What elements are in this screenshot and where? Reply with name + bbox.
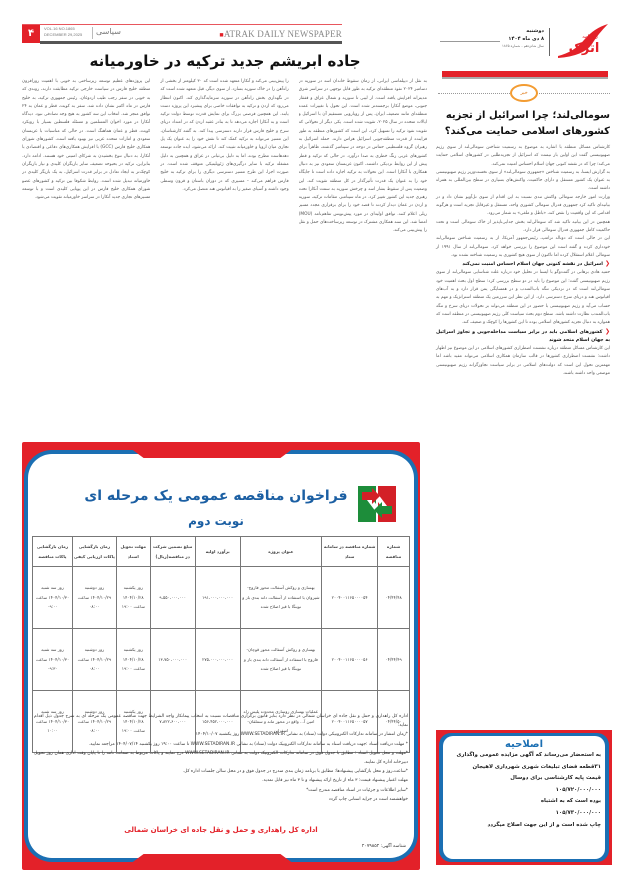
- main-article-body: [22, 78, 427, 418]
- square-bullet-icon: ■: [219, 31, 224, 39]
- article-column: به نقل از دیپلماسی ایرانی، از زمان سقوط خاندان اسد در سوریه در دسامبر ۲۰۲۴ نفوذ منطقه‌ای ترکیه به طور قابل توجهی در سراسر شرق مدیترانه افزایش یافته است. از لیبی تا سوریه و شمال عراق و قفقاز جنوبی، موضع آنکارا برجسته‌تر شده است. این تحول با تغییرات عمده منطقه‌ای مانند تضعیف ایران، پس از رویارویی مستقیم آن با اسرائیل و ایالات متحده در سال ۲۰۲۵، تقویت شده است. یکی دیگر از تحولاتی که تقویت نفوذ ترکیه را تسهیل کرد، این است که کشورهای منطقه به طور فزاینده از قدرت منطقه‌جویی اسرائیل هراس دارند. حمله اسرائیل به رهبران گروه فلسطینی حماس در دوحه در سپتامبر گذشته، ظاهراً برای کشورهای عربی زنگ خطری به صدا درآورد. در حالی که ترکیه و قطر پیش از این روابط نزدیکی داشتند، اکنون عربستان سعودی نیز به دنبال همکاری با آنکارا است. این تحولات به ترکیه اجازه داده است تا جایگاه خود را به عنوان یک قدرت تأثیرگذار در کل منطقه تقویت کند. این وضعیت پس از سقوط بشار اسد و چرخش سوریه به سمت آنکارا تحت رهبری جدید این کشور تغییر کرد. در ماه سپتامبر، مقامات ترکیه، سوریه و اردن در عمان دیدار کردند تا قصد خود را برای برقراری مجدد مسیر ریلی اعلام کنند. توافق اولیه‌ای در مورد پیش‌نویس تفاهم‌نامه (MOU) امضا شد. این سند همکاری مشترک در توسعه زیرساخت‌های حمل و نقل را پیش‌بینی می‌کند.: [298, 79, 427, 234]
- correction-notice: [436, 730, 612, 865]
- project-title: بهسازی و روکش آسفالت محور فاروج- شیروان با استفاده از آسفالت دانه بندی باز و نوینگا با قیر اصلاح شده: [240, 567, 322, 629]
- article-subheading: [436, 328, 610, 346]
- article-paragraph: کارشناس مسائل منطقه با اشاره به موضوع به رسمیت شناختن سومالی‌لند از سوی رژیم صهیونیستی گفت این اولین بار نیست که اسرائیل از تجزیه‌طلبی در کشورهای اسلامی حمایت می‌کند؛ چرا که در نقشه کنونی جهان اسلام احساس امنیت نمی‌کند.: [436, 145, 610, 167]
- tender-number: ۰۴/۴۴/۴۹: [378, 629, 410, 691]
- correction-inner: [443, 736, 605, 859]
- article-paragraph: این در حالی است که دونالد ترامپ، رئیس‌جمهور آمریکا، از به رسمیت شناختن سومالی‌لند خودداری کرده و گفته است این موضوع را بررسی خواهد کرد. سومالی‌لند از سال ۱۹۹۱ از سومالی اعلام استقلال کرده اما تاکنون از سوی هیچ کشوری به رسمیت شناخته نشده بود.: [436, 236, 610, 258]
- page-number: ۴: [22, 25, 40, 43]
- tender-paragraph: *ساعت،روز و محل بازگشایی پیشنهادها: مطابق با برنامه زمان بندی مندرج در جدول فوق و در محل سالن جلسات اداره کل.: [182, 769, 408, 775]
- table-header-row: [33, 537, 410, 567]
- tender-paragraph: *سایر اطلاعات و جزئیات در اسناد مناقصه مندرج است*: [306, 787, 408, 793]
- news-badge-row: [436, 84, 612, 102]
- correction-line: ۱۰۵/۷۳۰/۰۰۰/۰۰۰: [555, 809, 601, 816]
- delivery-deadline: روز یکشنبه ۱۴۰۴/۱۰/۲۸ ساعت ۱۹:۰۰: [116, 629, 150, 691]
- delivery-deadline: روز یکشنبه ۱۴۰۴/۱۰/۲۸ ساعت ۱۹:۰۰: [116, 691, 150, 753]
- svg-text:روزنامه: روزنامه: [582, 34, 598, 40]
- issue-date: ۸ دی ماه ۱۴۰۴: [508, 36, 544, 42]
- volume-info: [44, 26, 82, 38]
- masthead-divider: [549, 28, 550, 56]
- tender-subtitle: نوبت دوم: [188, 514, 244, 528]
- quality-opening: روز دوشنبه ۱۴۰۴/۱۰/۲۹ ساعت ۰۸:۰۰: [72, 567, 116, 629]
- subheading-text: اسرائیل در نقشه کنونی جهان اسلام احساس امنیت نمی‌کند: [462, 262, 603, 268]
- article-paragraph: حمید هادی برهانی در گفت‌وگو با ایسنا در تحلیل خود درباره علت شناسایی سومالی‌لند از سوی رژیم صهیونیستی گفت: این موضوع را باید در دو سطح بررسی کرد؛ سطح اول بحث اهمیت خود سومالی‌لند است که در نزدیکی تنگه باب‌المندب و در همسایگی یمن قرار دارد و به آب‌های اقیانوس هند و دریای سرخ دسترسی دارد. از این نظر این سرزمین یک منطقه استراتژیک و مهم به حساب می‌آید و رژیم صهیونیستی با حضور در این منطقه می‌تواند بر تحولات دریای سرخ و تنگه باب‌المندب نظارت داشته باشد. سطح دوم بحث سیاست کلی رژیم صهیونیستی در منطقه است که همواره به دنبال تجزیه کشورهای اسلامی بوده تا این کشورها را کوچک و ضعیف کند.: [436, 270, 610, 326]
- column-header: زمان بازگشایی پاکات ارزیابی کیفی: [72, 537, 116, 567]
- tender-advertisement: [22, 442, 420, 870]
- quality-opening: روز دوشنبه ۱۴۰۴/۱۰/۲۹ ساعت ۰۸:۰۰: [72, 629, 116, 691]
- issue-day: دوشنبه: [526, 28, 544, 34]
- article-subheading: [436, 260, 610, 269]
- tender-opening: روز سه شنبه ۱۴۰۴/۱۰/۳۰ ساعت ۰۹:۰۰: [33, 567, 73, 629]
- column-header: مهلت تحویل اسناد: [116, 537, 150, 567]
- chevron-left-icon: ❮: [602, 327, 610, 335]
- quality-opening: روز دوشنبه ۱۴۰۴/۱۰/۲۹ ساعت ۰۸:۰۰: [72, 691, 116, 753]
- page-header: [22, 24, 342, 44]
- initial-estimate: ۱۵۶،۴۵۲،۰۰۰،۰۰۰: [195, 691, 240, 753]
- tender-number: ۰۴/۴۴/۵۰: [378, 691, 410, 753]
- delivery-deadline: روز یکشنبه ۱۴۰۴/۱۰/۲۸ ساعت ۱۹:۰۰: [116, 567, 150, 629]
- correction-line: ۱۰۵/۷۲۰/۰۰۰/۰۰۰: [555, 786, 601, 793]
- tender-number: ۰۴/۴۴/۴۸: [378, 567, 410, 629]
- header-dark-rule: [40, 41, 342, 44]
- tender-paragraph: اداره کل راهداری و حمل و نقل جاده ای خراسان شمالی در نظر دارد بنابر قانون برگزاری مناقصات نسبت به انتخاب پیمانکار واجد الشرایط جهت مناقصه عمومی یک مرحله ای به شرح جدول ذیل اقدام نماید:: [34, 714, 408, 729]
- header-divider: [92, 27, 93, 39]
- masthead-grey-bar: [442, 77, 608, 79]
- subheading-text: کشورهای اسلامی باید در برابر سیاست مداخله‌جویی و تجاوز اسرائیل به جهان اسلام متحد شوند: [436, 329, 610, 343]
- side-article-title: سومالی‌لند؛ چرا اسرائیل از تجزیه کشورهای اسلامی حمایت می‌کند؟: [444, 110, 610, 137]
- tender-paragraph: * مهلت دریافت اسناد :جهت دریافت اسناد به سامانه تدارکات الکترونیک دولت (ستاد) به نشانی WWW.SETADIRAN.IR تا ساعت ۱۹:۰۰ روز یکشنبه ۱۴۰۴/۰۷/۱۴ مراجعه نمایید.: [88, 741, 408, 747]
- correction-line: بوده است که به اشتباه: [540, 798, 601, 805]
- setad-number: ۲۰۰۴۰۰۱۱۶۵۰۰۰۰۵۴: [322, 567, 378, 629]
- guarantee-amount: ۹،۵۵۰،۰۰۰،۰۰۰: [150, 567, 195, 629]
- guarantee-amount: ۱۳،۷۵۰،۰۰۰،۰۰۰: [150, 629, 195, 691]
- table-row: [33, 567, 410, 629]
- volume-number: VOL.16 NO.1865: [44, 26, 75, 31]
- tender-paragraph: *مهلت و محل تحویل اسناد : مطابق با جدول فوق در سامانه تدارکات الکترونیک دولت به نشانی WWW.SETADIRAN.IR درج نمایند و پاکات مربوط به ضمانت نامه را تا پایان وقت اداری همان روز تحویل دبیرخانه اداره کل نمایند.: [34, 750, 408, 766]
- tender-opening: روز سه شنبه ۱۴۰۴/۱۰/۳۰ ساعت ۰۹:۳۰: [33, 629, 73, 691]
- section-name: سیاسی: [96, 27, 121, 36]
- column-header: عنوان پروژه: [240, 537, 322, 567]
- atrak-logo-icon: [554, 22, 610, 60]
- paper-name-text: ATRAK DAILY NEWSPAPER: [223, 29, 342, 39]
- ad-id: شناسه آگهی: ۲۰۷۹۸۵۲: [361, 844, 406, 849]
- correction-line: قیمت پایه کارشناسی برای دوسال: [510, 775, 601, 782]
- ad-top-notch: [122, 442, 302, 458]
- news-badge: خبر: [510, 84, 538, 102]
- paper-name: [219, 29, 342, 39]
- table-row: [33, 629, 410, 691]
- guarantee-amount: ۷،۸۲۲،۶۰۰،۰۰۰: [150, 691, 195, 753]
- svg-text:اترک: اترک: [568, 41, 600, 56]
- column-header: زمان بازگشایی پاکات مناقصه: [33, 537, 73, 567]
- article-paragraph: وزارت امور خارجه سومالی واکنش تندی نسبت به این اقدام از سوی تل‌آویو نشان داد و در بیانیه‌ای تاکید کرد جمهوری فدرال سومالی کشوری واحد، مستقل و غیرقابل تجزیه است و هرگونه اقدامی که این واقعیت را نقض کند، «باطل و ملغی» به شمار می‌رود.: [436, 194, 610, 217]
- ad-bottom-notch: [122, 854, 302, 870]
- tender-title: فراخوان مناقصه عمومی یک مرحله ای: [84, 488, 348, 504]
- side-article-body: [436, 144, 610, 378]
- date-rule: [440, 41, 500, 42]
- road-organization-logo-icon: [356, 482, 398, 524]
- correction-title: اصلاحیه: [504, 739, 544, 750]
- tender-paragraph: مهلت اعتبار پیشنهاد قیمت: ۳ ماه از تاریخ ارائه پیشنهاد و تا ۳ ماه نیز قابل تمدید.: [262, 778, 408, 784]
- english-date: DECEMBER 29,2025: [44, 32, 83, 37]
- article-paragraph: به گزارش ایسنا، به رسمیت شناختن «جمهوری سومالی‌لند» از سوی نخست‌وزیر رژیم صهیونیستی به عنوان یک کشور مستقل و دارای حاکمیت، واکنش‌های بسیاری در سطح بین‌المللی به همراه داشته است.: [436, 169, 610, 192]
- tender-paragraph: *زمان انتشار در سامانه تدارکات الکترونیکی دولت (ستاد) به نشانی WWW.SETADIRAN.IR روز یکشنبه ۱۴۰۴/۱۰/۰۷: [195, 732, 408, 738]
- tender-paragraph: خواهشمند است در جراید استانی چاپ گردد: [328, 796, 408, 802]
- column-header: شماره مناقصه در سامانه ستاد: [322, 537, 378, 567]
- setad-number: ۲۰۰۴۰۰۱۱۶۵۰۰۰۰۵۷: [322, 691, 378, 753]
- project-title: بهسازی و روکش آسفالت محور قوچان- فاروج با استفاده از آسفالت دانه بندی باز و نوینگا با قیر اصلاح شده: [240, 629, 322, 691]
- column-header: برآورد اولیه: [195, 537, 240, 567]
- header-red-rule: [22, 24, 342, 25]
- tender-conditions: [34, 712, 408, 804]
- issue-number: سال شانزدهم - شماره ۱۸۶۵: [502, 44, 544, 48]
- article-paragraph: همچنین در این بیانیه تاکید شد که سومالی‌لند بخش جدایی‌ناپذیر از خاک سومالی است و تحت حاکمیت کامل جمهوری فدرال سومالی قرار دارد.: [436, 219, 610, 233]
- correction-line: چاپ شده است و از این جهت اصلاح میگردد: [487, 821, 601, 828]
- column-header: شماره مناقصه: [378, 537, 410, 567]
- project-title: عملیات بهسازی روسازی محدوده پلیس راه امین آ... واقع در محور مانه و سملقان- اسفراین: [240, 691, 322, 753]
- setad-number: ۲۰۰۴۰۰۱۱۶۵۰۰۰۰۵۶: [322, 629, 378, 691]
- column-header: مبلغ تضمین شرکت در مناقصه(ریال): [150, 537, 195, 567]
- chevron-left-icon: ❮: [602, 260, 610, 268]
- tender-organization: اداره کل راهداری و حمل و نقل جاده ای خراسان شمالی: [124, 826, 318, 834]
- article-column: این پروژه‌های عظیم توسعه زیرساختی به خوبی با اهمیت روزافزون منطقه خلیج فارس در سیاست خارجی ترکیه مطابقت دارند، روندی که به خوبی در سفر رجب طیب اردوغان، رئیس جمهوری ترکیه، به خلیج فارس در ماه اکتبر نشان داده شد. سفر به کویت، قطر و عمان به ۲۴ توافق منجر شد. انتخاب این سه کشور به هیچ وجه تصادفی نبود. دیدگاه آنکارا در مورد اخوان المسلمین و مسئله فلسطین بسیار با رویکرد کویت، قطر و عمان هماهنگ است. در حالی که مناسبات با عربستان سعودی و امارات متحده عربی نیز بهبود یافته است، کشورهای شورای همکاری خلیج فارس (GCC) با افزایش همکاری‌های دفاعی و اقتصادی با آنکارا، به دنبال تنوع بخشیدن به شرکای امنیتی خود هستند. ادامه دارد. بنابراین، ترکیه در بحبوحه تضعیف سایر بازیگران کلیدی و نیاز بازیگران کوچک‌تر به ایجاد تعادل در برابر قدرت اسرائیل، به یک بازیگر کلیدی در خاورمیانه تبدیل شده است. روابط شکوفا بین ترکیه و کشورهای عضو شورای همکاری خلیج فارس در این پویایی کلیدی است و با توسعه مسیرهای تجاری جدید آنکارا در سراسر خاورمیانه تقویت می‌شود.: [22, 79, 151, 201]
- article-paragraph: این کارشناس مسائل منطقه درباره نشست اضطراری کشورهای اسلامی در این موضوع نیز اظهار داشت: نشست اضطراری کشورها در قالب سازمان همکاری اسلامی می‌تواند مفید باشد اما مهمترین تحول این است که دولت‌های اسلامی در برابر سیاست تجاوزگرانه رژیم صهیونیستی موضعی واحد داشته باشند.: [436, 346, 610, 377]
- initial-estimate: ۱۹۱،۰۰۰،۰۰۰،۰۰۰: [195, 567, 240, 629]
- correction-line: ۳۱قطعه فضای تبلیغات شهری شهرداری لاهیجان: [472, 763, 601, 770]
- initial-estimate: ۲۷۵،۰۰۰،۰۰۰،۰۰۰: [195, 629, 240, 691]
- article-column: را پیش‌بینی می‌کند و آنکارا متعهد شده است که ۳۰ کیلومتر از بخشی از راه‌آهن را در خاک سوریه بسازد. از سوی دیگر، قبل متعهد شده است که در نگهداری بخش راه‌آهن در سوریه سرمایه‌گذاری کند. اکنون انتظار می‌رود که اردن و ترکیه به توافقات خاصی برای پیشبرد این پروژه دست یابند. این همچنین فرصتی بزرگ برای نمایش قدرت توسط دولت ترکیه است و به آنکارا اجازه می‌دهد تا به بنادر عقبه اردن که در امتداد دریای سرخ و خلیج فارس قرار دارند دسترسی پیدا کند. به گفته کارشناسان، این مسیر می‌تواند به ترکیه کمک کند تا نقش خود را به عنوان یک پل تجاری میان اروپا و خاورمیانه تثبیت کند. ارائه می‌شود، ایده جاده توسعه دهه‌هاست مطرح بوده، اما به دلیل بی‌ثباتی در عراق و همچنین به دلیل مشغله ترکیه با سایر درگیری‌های ژئوپلیتیکی متوقف شده است. در صورت اجرا، این طرح مسیر دسترسی دیگری را برای ترکیه به خلیج فارس فراهم می‌کند – مسیری که در دوران باستان و قرون وسطی وجود داشته و آسیای صغیر را به اقیانوس هند متصل می‌کرد.: [160, 79, 289, 192]
- main-article-title: جاده ابریشم جدید ترکیه در خاورمیانه: [89, 52, 361, 70]
- correction-line: به استحضار می‌رساند که آگهی مزایده عمومی واگذاری: [456, 752, 601, 758]
- tender-opening: روز سه شنبه ۱۴۰۴/۱۰/۳۰ ساعت ۱۰:۰۰: [33, 691, 73, 753]
